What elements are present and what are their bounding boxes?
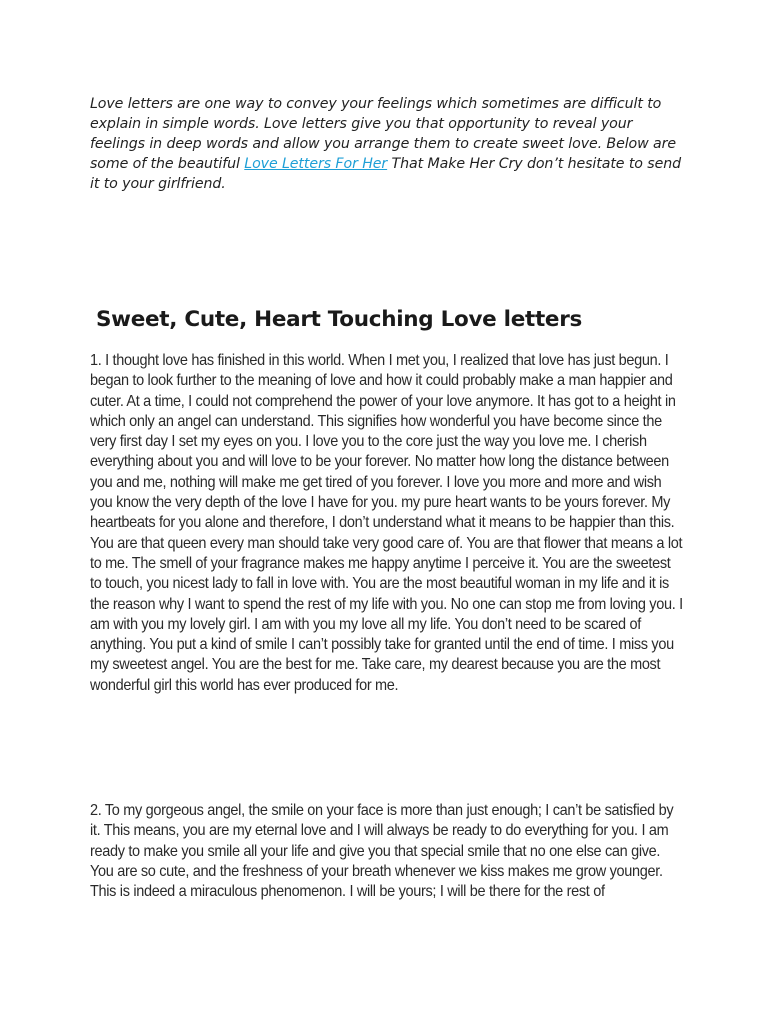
- letter-paragraph-1: 1. I thought love has finished in this world. When I met you, I realized that love has just begun. I began to look further to the meaning of love and how it could probably make a man happier and cuter. At a time, I could not comprehend the power of your love anymore. It has got to a height in which only an angel can understand. This signifies how wonderful you have become since the very first day I set my eyes on you. I love you to the core just the way you love me. I cherish everything about you and will love to be your forever. No matter how long the distance between you and me, nothing will make me get tired of you forever. I love you more and more and wish you know the very depth of the love I have for you. my pure heart wants to be yours forever. My heartbeats for you alone and therefore, I don’t understand what it means to be happier than this. You are that queen every man should take very good care of. You are that flower that means a lot to me. The smell of your fragrance makes me happy anytime I perceive it. You are the sweetest to touch, you nicest lady to fall in love with. You are the most beautiful woman in my life and it is the reason why I want to spend the rest of my life with you. No one can stop me from loving you. I am with you my lovely girl. I am with you my love all my life. You don’t need to be scared of anything. You put a kind of smile I can’t possibly take for granted until the end of time. I miss you my sweetest angel. You are the best for me. Take care, my dearest because you are the most wonderful girl this world has ever produced for me.: [90, 352, 683, 694]
- intro-text-before-link: Love letters are one way to convey your feelings which sometimes are difficult to explain in simple words. Love letters give you that opportunity to reveal your feelings in deep words and allow you arrange them to create sweet love. Below are some of the beautiful: [90, 96, 676, 172]
- section-heading: Sweet, Cute, Heart Touching Love letters: [96, 307, 583, 332]
- love-letters-for-her-link[interactable]: Love Letters For Her: [244, 156, 388, 172]
- intro-paragraph: [90, 94, 690, 194]
- intro-text-after-link: That Make Her Cry don’t hesitate to send it to your girlfriend.: [90, 156, 681, 192]
- letter-paragraph-2: 2. To my gorgeous angel, the smile on your face is more than just enough; I can’t be satisfied by it. This means, you are my eternal love and I will always be ready to do everything for you. I am ready to make you smile all your life and give you that special smile that no one else can give. You are so cute, and the freshness of your breath whenever we kiss makes me grow younger. This is indeed a miraculous phenomenon. I will be yours; I will be there for the rest of: [90, 802, 674, 901]
